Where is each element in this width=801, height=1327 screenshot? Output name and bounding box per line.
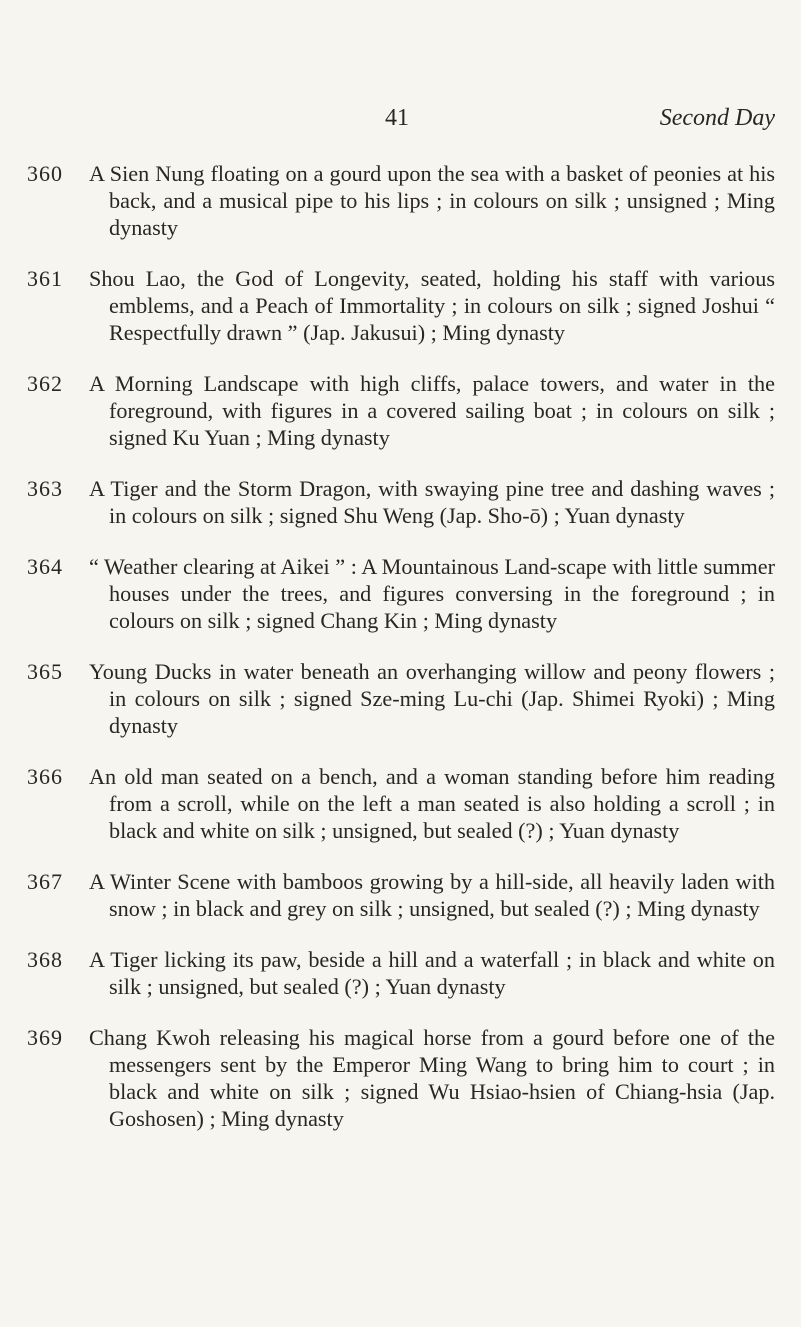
lot-number: 369	[27, 1025, 63, 1050]
lot-description: Chang Kwoh releasing his magical horse from a gourd before one of the messengers sent by the Emperor Ming Wang to bring him to court ; in black and white on silk ; signed Wu Hsiao-hsien of Chiang-hsia (Jap. Goshosen) ; Ming dynasty	[89, 1025, 775, 1131]
lot-number: 362	[27, 371, 63, 396]
section-title: Second Day	[659, 105, 775, 131]
lot-description: A Sien Nung floating on a gourd upon the sea with a basket of peonies at his back, and a musical pipe to his lips ; in colours on silk ; unsigned ; Ming dynasty	[89, 161, 775, 240]
lot-entry	[0, 475, 801, 529]
lot-number: 360	[27, 161, 63, 186]
lot-number: 363	[27, 476, 63, 501]
lot-description: Shou Lao, the God of Longevity, seated, holding his staff with various emblems, and a Peach of Immortality ; in colours on silk ; signed Joshui “ Respectfully drawn ” (Jap. Jakusui) ; Ming dynasty	[89, 266, 775, 345]
lot-entry	[0, 1024, 801, 1132]
lot-description: Young Ducks in water beneath an overhanging willow and peony flowers ; in colours on silk ; signed Sze-ming Lu-chi (Jap. Shimei Ryoki) ; Ming dynasty	[89, 659, 775, 738]
lot-list	[0, 160, 801, 1156]
lot-description: A Winter Scene with bamboos growing by a hill-side, all heavily laden with snow ; in black and grey on silk ; unsigned, but sealed (?) ; Ming dynasty	[89, 869, 775, 921]
lot-entry	[0, 763, 801, 844]
lot-number: 365	[27, 659, 63, 684]
lot-description: “ Weather clearing at Aikei ” : A Mountainous Land-scape with little summer houses under the trees, and figures conversing in the foreground ; in colours on silk ; signed Chang Kin ; Ming dynasty	[89, 554, 775, 633]
lot-entry	[0, 553, 801, 634]
lot-description: A Morning Landscape with high cliffs, palace towers, and water in the foreground, with figures in a covered sailing boat ; in colours on silk ; signed Ku Yuan ; Ming dynasty	[89, 371, 775, 450]
lot-number: 366	[27, 764, 63, 789]
page-number: 41	[385, 105, 409, 131]
lot-number: 368	[27, 947, 63, 972]
lot-entry	[0, 265, 801, 346]
lot-number: 361	[27, 266, 63, 291]
lot-number: 364	[27, 554, 63, 579]
lot-entry	[0, 946, 801, 1000]
page-header	[0, 105, 801, 141]
lot-description: A Tiger and the Storm Dragon, with swaying pine tree and dashing waves ; in colours on silk ; signed Shu Weng (Jap. Sho-ō) ; Yuan dynasty	[89, 476, 775, 528]
lot-entry	[0, 370, 801, 451]
lot-number: 367	[27, 869, 63, 894]
lot-entry	[0, 868, 801, 922]
lot-entry	[0, 658, 801, 739]
lot-entry	[0, 160, 801, 241]
lot-description: An old man seated on a bench, and a woman standing before him reading from a scroll, while on the left a man seated is also holding a scroll ; in black and white on silk ; unsigned, but sealed (?) ; Yuan dynasty	[89, 764, 775, 843]
lot-description: A Tiger licking its paw, beside a hill and a waterfall ; in black and white on silk ; unsigned, but sealed (?) ; Yuan dynasty	[89, 947, 775, 999]
